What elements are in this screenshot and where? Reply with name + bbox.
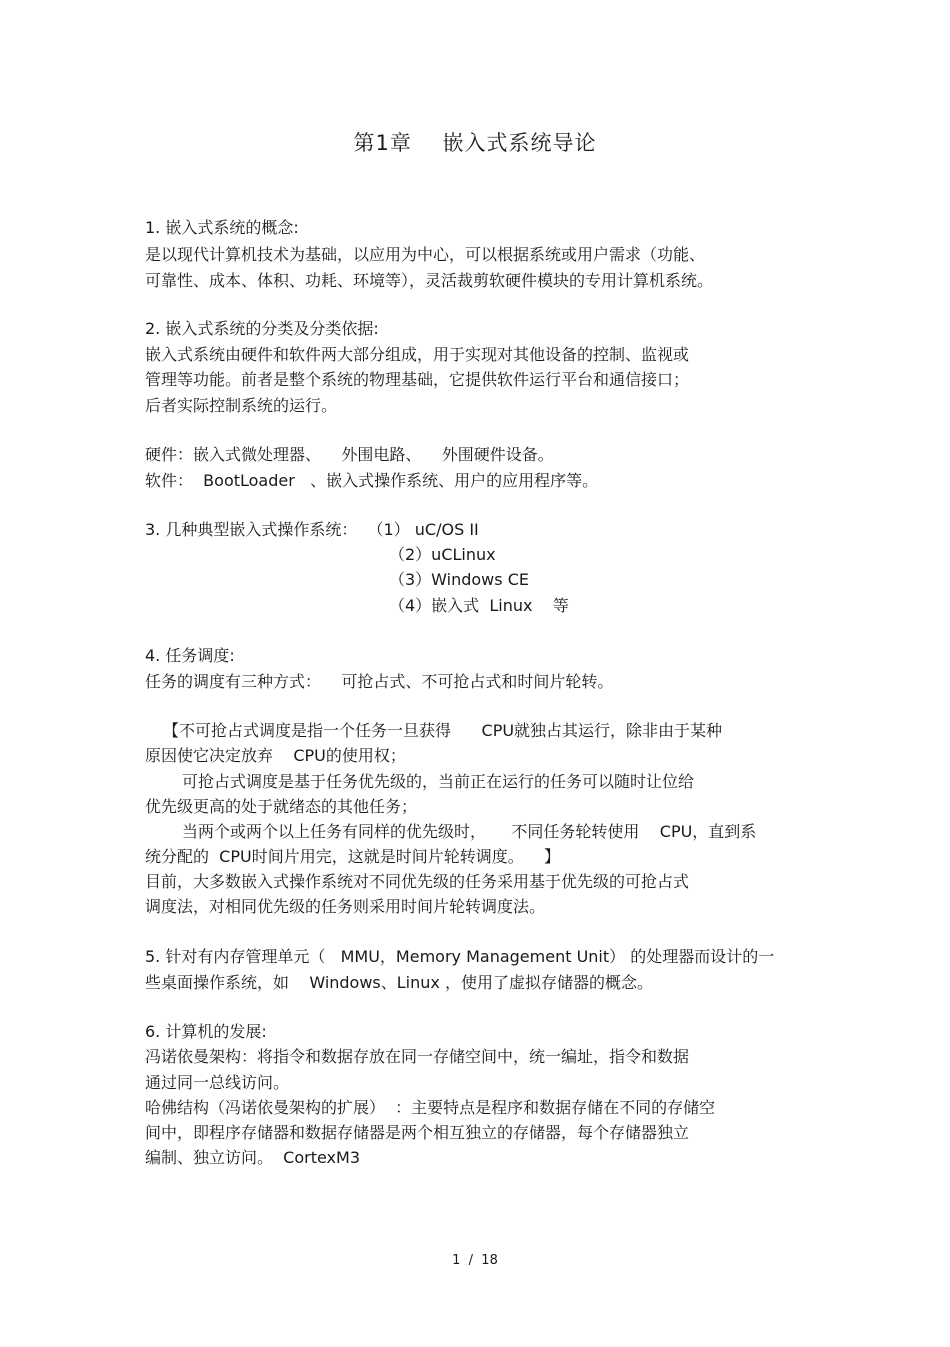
paragraph-line: 间中，即程序存储器和数据存储器是两个相互独立的存储器，每个存储器独立 <box>145 1123 690 1142</box>
section-6-heading: 6. 计算机的发展: <box>145 1022 267 1041</box>
paragraph-line: 嵌入式系统由硬件和软件两大部分组成，用于实现对其他设备的控制、监视或 <box>145 345 690 364</box>
paragraph-line: 统分配的 CPU时间片用完，这就是时间片轮转调度。 】 <box>145 847 561 866</box>
paragraph-line: 任务的调度有三种方式： 可抢占式、不可抢占式和时间片轮转。 <box>145 672 614 691</box>
paragraph-line: 【不可抢占式调度是指一个任务一旦获得 CPU就独占其运行，除非由于某种 <box>163 721 723 740</box>
software-line: 软件： BootLoader 、嵌入式操作系统、用户的应用程序等。 <box>145 471 599 490</box>
paragraph-line: 哈佛结构（冯诺依曼架构的扩展） ：主要特点是程序和数据存储在不同的存储空 <box>145 1098 716 1117</box>
paragraph-line: 些桌面操作系统，如 Windows、Linux ，使用了虚拟存储器的概念。 <box>145 973 653 992</box>
section-4-heading: 4. 任务调度: <box>145 646 235 665</box>
paragraph-line: 当两个或两个以上任务有同样的优先级时， 不同任务轮转使用 CPU，直到系 <box>182 822 757 841</box>
paragraph-line: 调度法，对相同优先级的任务则采用时间片轮转调度法。 <box>145 897 546 916</box>
os-list-item: （2）uCLinux <box>389 545 496 564</box>
hardware-line: 硬件：嵌入式微处理器、 外围电路、 外围硬件设备。 <box>145 445 554 464</box>
paragraph-line: 原因使它决定放弃 CPU的使用权； <box>145 746 406 765</box>
section-5-line: 5. 针对有内存管理单元（ MMU，Memory Management Unit） 的处理器而设计的一 <box>145 947 775 966</box>
paragraph-line: 优先级更高的处于就绪态的其他任务； <box>145 797 418 816</box>
section-1-heading: 1. 嵌入式系统的概念: <box>145 218 299 237</box>
section-2-heading: 2. 嵌入式系统的分类及分类依据: <box>145 319 379 338</box>
paragraph-line: 可抢占式调度是基于任务优先级的，当前正在运行的任务可以随时让位给 <box>182 772 695 791</box>
paragraph-line: 目前，大多数嵌入式操作系统对不同优先级的任务采用基于优先级的可抢占式 <box>145 872 690 891</box>
paragraph-line: 通过同一总线访问。 <box>145 1073 290 1092</box>
paragraph-line: 后者实际控制系统的运行。 <box>145 396 338 415</box>
paragraph-line: 是以现代计算机技术为基础，以应用为中心，可以根据系统或用户需求（功能、 <box>145 245 706 264</box>
section-3-heading: 3. 几种典型嵌入式操作系统： （1） uC/OS II <box>145 520 479 539</box>
os-list-item: （4）嵌入式 Linux 等 <box>389 596 569 615</box>
os-list-item: （3）Windows CE <box>389 570 529 589</box>
paragraph-line: 管理等功能。前者是整个系统的物理基础，它提供软件运行平台和通信接口； <box>145 370 690 389</box>
paragraph-line: 可靠性、成本、体积、功耗、环境等），灵活裁剪软硬件模块的专用计算机系统。 <box>145 271 714 290</box>
paragraph-line: 冯诺依曼架构：将指令和数据存放在同一存储空间中，统一编址，指令和数据 <box>145 1047 690 1066</box>
page-number: 1 / 18 <box>452 1253 498 1268</box>
paragraph-line: 编制、独立访问。 CortexM3 <box>145 1148 361 1167</box>
chapter-title: 第1章 嵌入式系统导论 <box>353 131 597 155</box>
